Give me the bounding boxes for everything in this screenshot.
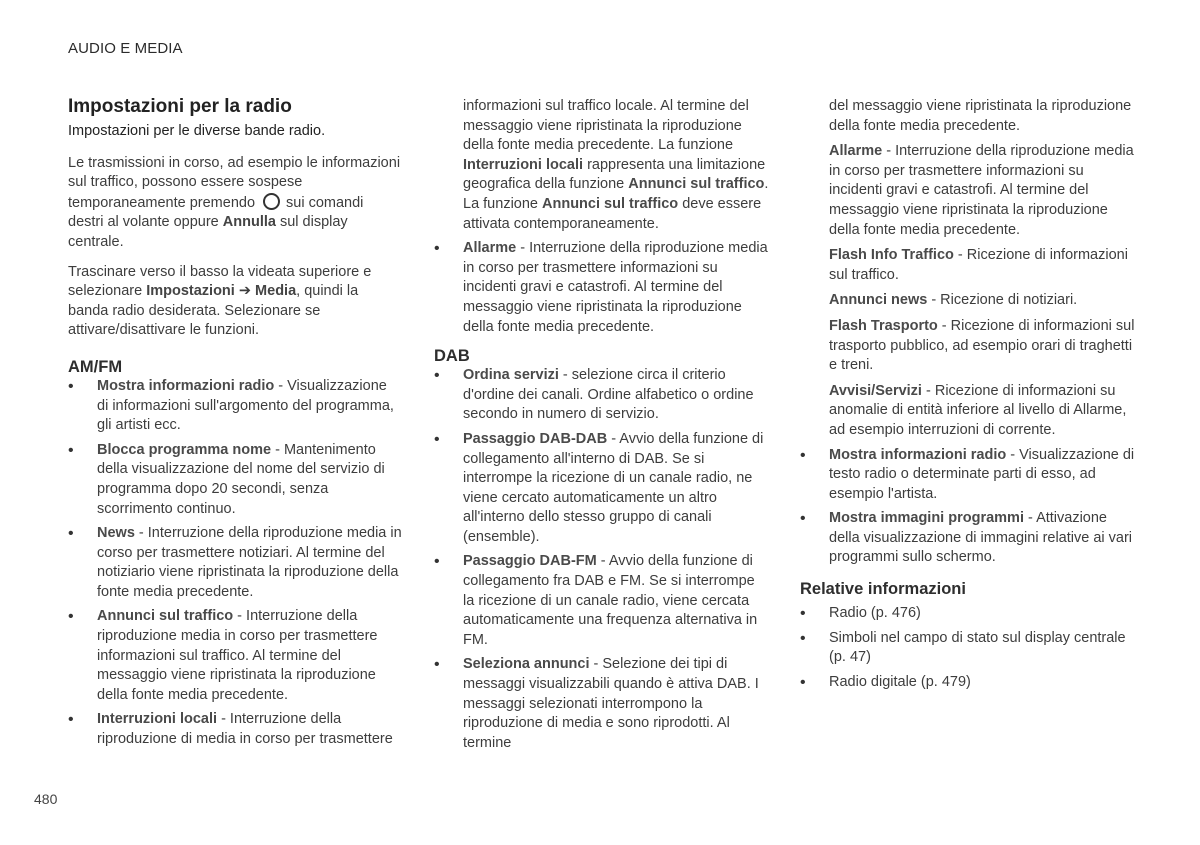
continued-paragraph: del messaggio viene ripristinata la riproduzione della fonte media precedente. <box>829 98 1132 134</box>
page-number: 480 <box>34 791 58 807</box>
dab-list-continued <box>800 446 1136 569</box>
related-link[interactable]: • Simboli nel campo di stato sul display centrale (p. 47) <box>800 629 1136 668</box>
amfm-list-continued <box>434 239 770 337</box>
announcement-type: Flash Trasporto - Ricezione di informazioni sul trasporto pubblico, ad esempio orari di traghetti e treni. <box>829 317 1135 374</box>
related-link[interactable]: • Radio (p. 476) <box>800 604 1136 624</box>
section-header: AUDIO E MEDIA <box>68 40 183 57</box>
related-links <box>800 604 1136 692</box>
amfm-list <box>68 377 402 750</box>
dab-heading: DAB <box>434 347 470 366</box>
impostazioni-keyword: Impostazioni <box>146 283 235 300</box>
list-item: • News - Interruzione della riproduzione media in corso per trasmettere notiziari. Al termine del notiziario viene ripristinata la riproduzione della fonte media precedente. <box>68 524 402 602</box>
column-3 <box>800 97 1136 692</box>
continued-paragraph: informazioni sul traffico locale. Al termine del messaggio viene ripristinata la riproduzione della fonte media precedente. La funzione Interruzioni locali rappresenta una limitazione geografica della funzione Annunci sul traffico. La funzione Annunci sul traffico deve essere attivata contemporaneamente. <box>463 98 769 232</box>
list-item: • Passaggio DAB-FM - Avvio della funzione di collegamento fra DAB e FM. Se si interrompe la ricezione di un canale radio, viene cercata automaticamente una frequenza alternativa in FM. <box>434 552 770 650</box>
column-1 <box>68 96 402 750</box>
list-item: • Blocca programma nome - Mantenimento della visualizzazione del nome del servizio di programma dopo 20 secondi, senza scorrimento continuo. <box>68 441 402 519</box>
list-item: • Mostra informazioni radio - Visualizzazione di testo radio o determinate parti di esso, ad esempio l'artista. <box>800 446 1136 505</box>
list-item: • Ordina servizi - selezione circa il criterio d'ordine dei canali. Ordine alfabetico o ordine secondo in numero di servizio. <box>434 366 770 425</box>
list-item: • Annunci sul traffico - Interruzione della riproduzione media in corso per trasmettere informazioni sul traffico. Al termine del messaggio viene ripristinata la riproduzione della fonte media precedente. <box>68 607 402 705</box>
list-item: • Allarme - Interruzione della riproduzione media in corso per trasmettere informazioni su incidenti gravi e catastrofi. Al termine del messaggio viene ripristinata la riproduzione della fonte media precedente. <box>434 239 770 337</box>
intro-paragraph-2: Trascinare verso il basso la videata superiore e selezionare Impostazioni ➔ Media, quindi la banda radio desiderata. Selezionare se attivare/disattivare le funzioni. <box>68 263 372 339</box>
announcement-type: Annunci news - Ricezione di notiziari. <box>829 292 1078 309</box>
subtitle: Impostazioni per le diverse bande radio. <box>68 123 326 139</box>
annulla-keyword: Annulla <box>222 214 276 231</box>
announcement-type: Avvisi/Servizi - Ricezione di informazioni su anomalie di entità inferiore al livello di Allarme, ad esempio interruzioni di corrente. <box>829 382 1127 438</box>
column-2 <box>434 97 770 753</box>
list-item: • Passaggio DAB-DAB - Avvio della funzione di collegamento all'interno di DAB. Se si interrompe la ricezione di un canale radio, ne viene cercato automaticamente un altro all'interno dello stesso gruppo di canali (ensemble). <box>434 430 770 548</box>
ring-button-icon <box>263 193 280 210</box>
announcement-type: Allarme - Interruzione della riproduzione media in corso per trasmettere informazioni su incidenti gravi e catastrofi. Al termine del messaggio viene ripristinata la riproduzione della fonte media precedente. <box>829 143 1134 238</box>
list-item: • Seleziona annunci - Selezione dei tipi di messaggi visualizzabili quando è attiva DAB. I messaggi selezionati interrompono la riproduzione di media e sono riprodotti. Al termine <box>434 655 770 753</box>
amfm-heading: AM/FM <box>68 357 123 376</box>
related-link[interactable]: • Radio digitale (p. 479) <box>800 673 1136 693</box>
dab-list <box>434 366 770 753</box>
page-title: Impostazioni per la radio <box>68 96 292 117</box>
related-heading: Relative informazioni <box>800 580 966 599</box>
list-item: • Mostra immagini programmi - Attivazione della visualizzazione di immagini relative ai vari programmi sullo schermo. <box>800 509 1136 568</box>
list-item: • Mostra informazioni radio - Visualizzazione di informazioni sull'argomento del programma, gli artisti ecc. <box>68 377 402 436</box>
list-item: • Interruzioni locali - Interruzione della riproduzione di media in corso per trasmettere <box>68 710 402 749</box>
media-keyword: Media <box>255 283 297 300</box>
intro-paragraph-1: Le trasmissioni in corso, ad esempio le informazioni sul traffico, possono essere sospese temporaneamente premendo sui comandi destri al volante oppure Annulla sul display centrale. <box>68 154 401 250</box>
arrow-right-icon: ➔ <box>238 283 252 300</box>
announcement-type: Flash Info Traffico - Ricezione di informazioni sul traffico. <box>829 247 1128 283</box>
